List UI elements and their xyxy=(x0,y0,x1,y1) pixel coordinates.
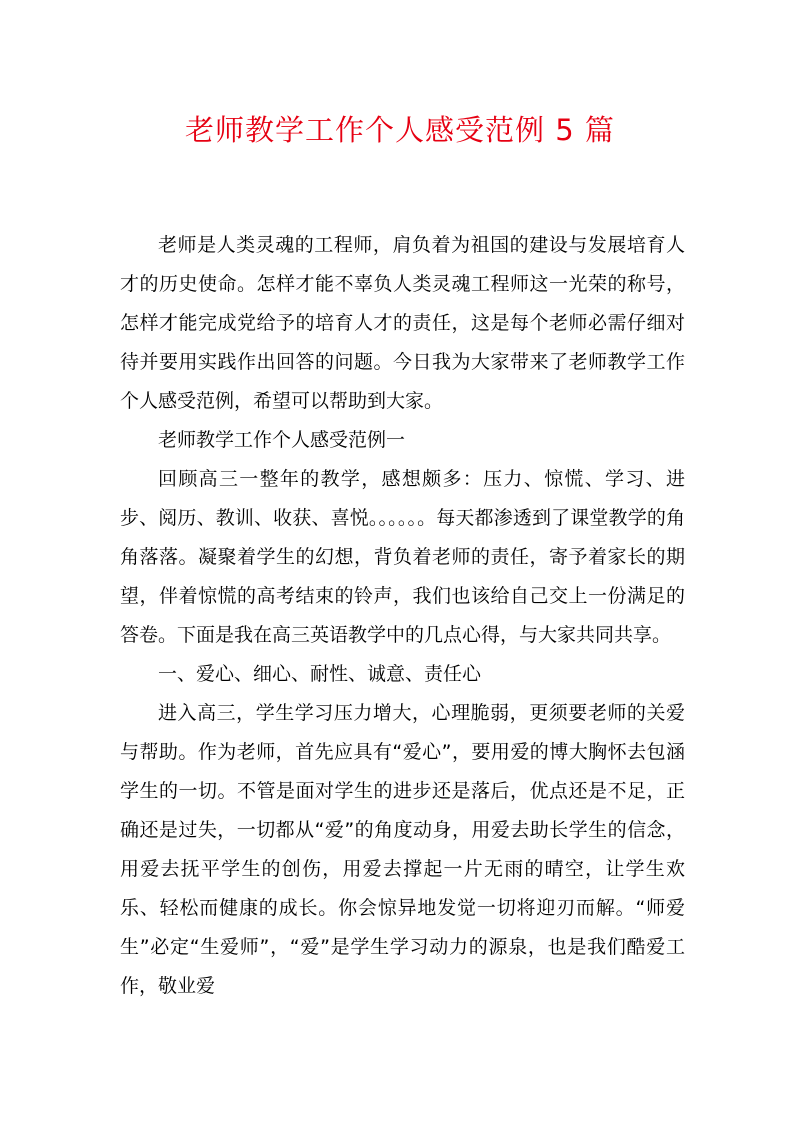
document-title: 老师教学工作个人感受范例 5 篇 xyxy=(185,113,615,147)
section-heading-example-one: 老师教学工作个人感受范例一 xyxy=(158,429,406,451)
paragraph-review: 回顾高三一整年的教学，感想颇多：压力、惊慌、学习、进步、阅历、教训、收获、喜悦。。。。。。每天都渗透到了课堂教学的角角落落。凝聚着学生的幻想，背负着老师的责任，寄予着家长的期望，伴着惊慌的高考结束的铃声，我们也该给自己交上一份满足的答卷。下面是我在高三英语教学中的几点心得，与大家共同共享。 xyxy=(120,468,685,646)
paragraph-intro: 老师是人类灵魂的工程师，肩负着为祖国的建设与发展培育人才的历史使命。怎样才能不辜负人类灵魂工程师这一光荣的称号，怎样才能完成党给予的培育人才的责任，这是每个老师必需仔细对待并要用实践作出回答的问题。今日我为大家带来了老师教学工作个人感受范例，希望可以帮助到大家。 xyxy=(120,234,685,412)
document-body xyxy=(120,226,685,1006)
paragraph-love: 进入高三，学生学习压力增大，心理脆弱，更须要老师的关爱与帮助。作为老师，首先应具有“爱心”，要用爱的博大胸怀去包涵学生的一切。不管是面对学生的进步还是落后，优点还是不足，正确还是过失，一切都从“爱”的角度动身，用爱去助长学生的信念，用爱去抚平学生的创伤，用爱去撑起一片无雨的晴空，让学生欢乐、轻松而健康的成长。你会惊异地发觉一切将迎刃而解。“师爱生”必定“生爱师”，“爱”是学生学习动力的源泉，也是我们酷爱工作，敬业爱 xyxy=(120,702,685,997)
subheading-love-care: 一、爱心、细心、耐性、诚意、责任心 xyxy=(158,663,482,685)
